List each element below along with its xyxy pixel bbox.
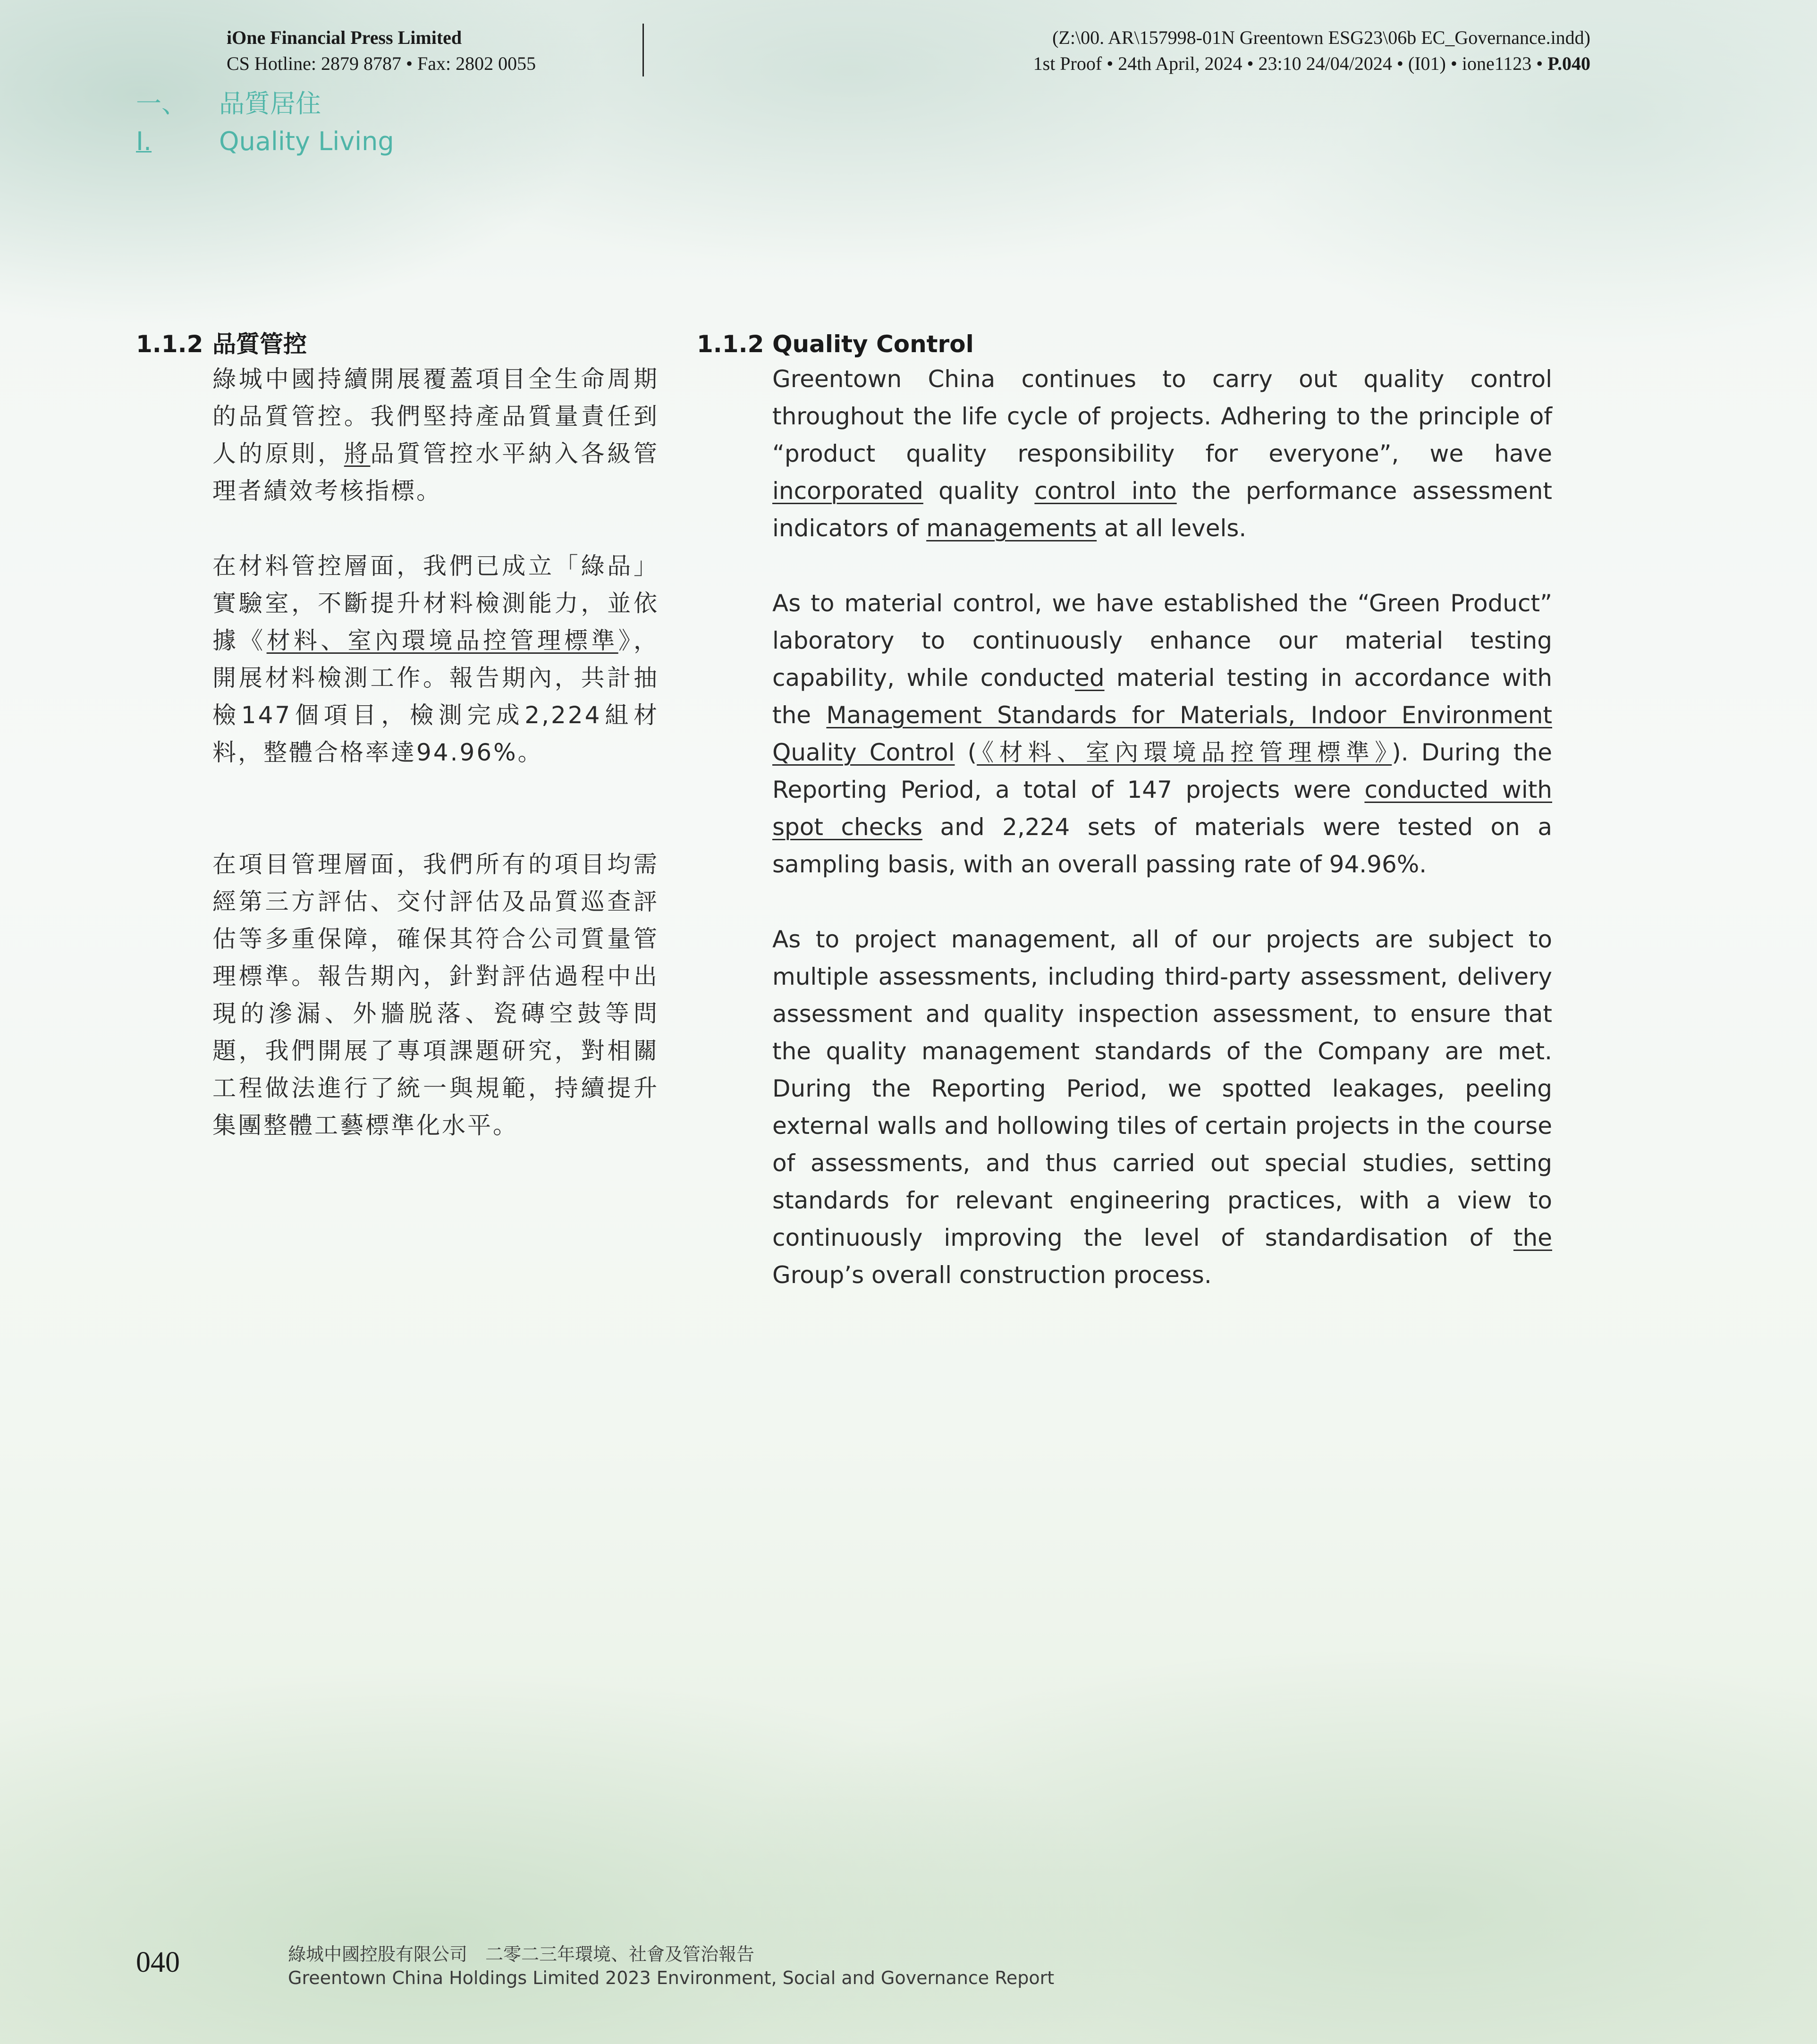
section-number-zh: 一、: [136, 89, 187, 118]
paragraph-en-2: [772, 585, 1552, 883]
proof-info-text: 1st Proof • 24th April, 2024 • 23:10 24/04/2024 • (I01) • ione1123 •: [1033, 53, 1548, 74]
paragraph-zh-3: 在項目管理層面，我們所有的項目均需經第三方評估、交付評估及品質巡查評估等多重保障，確保其符合公司質量管理標準。報告期內，針對評估過程中出現的滲漏、外牆脱落、瓷磚空鼓等問題，我們開展了專項課題研究，對相關工程做法進行了統一與規範，持續提升集團整體工藝標準化水平。: [212, 851, 659, 1139]
report-footer: [288, 1943, 1054, 1990]
underlined-text: ed: [1075, 664, 1105, 692]
underlined-text: incorporated: [772, 477, 923, 505]
proof-header-left: [227, 25, 536, 76]
page-number: 040: [136, 1946, 180, 1978]
subsection-heading-zh: [136, 328, 659, 361]
proof-divider: [642, 24, 644, 76]
section-title-zh: 品質居住: [219, 89, 321, 118]
paragraph-zh-1: [212, 361, 659, 510]
proof-info: [1033, 51, 1590, 76]
subsection-number-en: 1.1.2: [697, 330, 764, 358]
subsection-title-zh: 品質管控: [212, 330, 307, 358]
text-run: 》，開展材料檢測工作。報告期內，共計抽檢147個項目，檢測完成2,224組材料，整體合格率達94.96%。: [212, 627, 659, 766]
underlined-text: control into: [1034, 477, 1177, 505]
section-header-en: [136, 123, 394, 160]
chinese-column: [136, 328, 659, 1144]
text-run: quality: [923, 477, 1035, 505]
paragraph-en-1: [772, 361, 1552, 547]
paragraph-en-3: [772, 921, 1552, 1294]
subsection-number-zh: 1.1.2: [136, 330, 203, 358]
text-run: Group’s overall construction process.: [772, 1261, 1212, 1289]
subsection-title-en: Quality Control: [772, 330, 974, 358]
proof-header-right: [1033, 25, 1590, 76]
english-column: [697, 328, 1552, 1294]
text-run: 綠城中國持續開展覆蓋項目全生命周期的品質管控。我們堅持產品質量責任到人的原則，: [212, 365, 659, 467]
printer-company: iOne Financial Press Limited: [227, 27, 462, 48]
text-run: As to material control, we have established the “Green Product” laboratory to continuously enhance our material testing capability, while conduct: [772, 590, 1552, 692]
paragraph-zh-2: [212, 548, 659, 771]
text-run: 在材料管控層面，我們已成立「綠品」實驗室，不斷提升材料檢測能力，並依據《: [212, 552, 659, 654]
underlined-text: the: [1513, 1224, 1552, 1251]
report-footer-zh: 綠城中國控股有限公司 二零二三年環境、社會及管治報告: [288, 1944, 755, 1965]
text-run: ). During the Reporting Period, a total of 147 projects were: [772, 739, 1553, 803]
text-run: the performance assessment indicators of: [772, 477, 1552, 542]
section-header: [136, 85, 394, 160]
text-run: and 2,224 sets of materials were tested on a sampling basis, with an overall passing rate of 94.96%.: [772, 813, 1552, 878]
text-run: (: [955, 739, 977, 766]
underlined-text: 《材料、室內環境品控管理標準》: [977, 739, 1392, 766]
report-footer-en: Greentown China Holdings Limited 2023 Environment, Social and Governance Report: [288, 1968, 1055, 1988]
text-run: As to project management, all of our projects are subject to multiple assessments, including third-party assessment, delivery assessment and quality inspection assessment, to ensure that the quality management standards of the Company are met. During the Reporting Period, we spotted leakages, peeling external walls and hollowing tiles of certain projects in the course of assessments, and thus carried out special studies, setting standards for relevant engineering practices, with a view to continuously improving the level of standardisation of: [772, 926, 1552, 1251]
text-run: Greentown China continues to carry out quality control throughout the life cycle of projects. Adhering to the principle of “product quality responsibility for everyone”, we have: [772, 365, 1552, 467]
underlined-text: Management Standards for Materials, Indoor Environment Quality Control: [772, 701, 1552, 766]
section-title-en: Quality Living: [219, 127, 394, 156]
text-run: at all levels.: [1097, 515, 1247, 542]
printer-hotline: CS Hotline: 2879 8787 • Fax: 2802 0055: [227, 53, 536, 74]
text-run: 品質管控水平納入各級管理者績效考核指標。: [212, 440, 659, 505]
section-number-en: I.: [136, 127, 152, 156]
text-run: material testing in accordance with the: [772, 664, 1553, 729]
underlined-text: conducted with spot checks: [772, 776, 1552, 841]
subsection-heading-en: [697, 328, 1552, 361]
underlined-text: 材料、室內環境品控管理標準: [266, 627, 618, 654]
underlined-text: 將: [344, 440, 371, 467]
section-header-zh: [136, 85, 394, 123]
underlined-text: managements: [926, 515, 1097, 542]
proof-file-path: (Z:\00. AR\157998-01N Greentown ESG23\06b EC_Governance.indd): [1052, 27, 1590, 48]
proof-page-code: P.040: [1547, 53, 1590, 74]
